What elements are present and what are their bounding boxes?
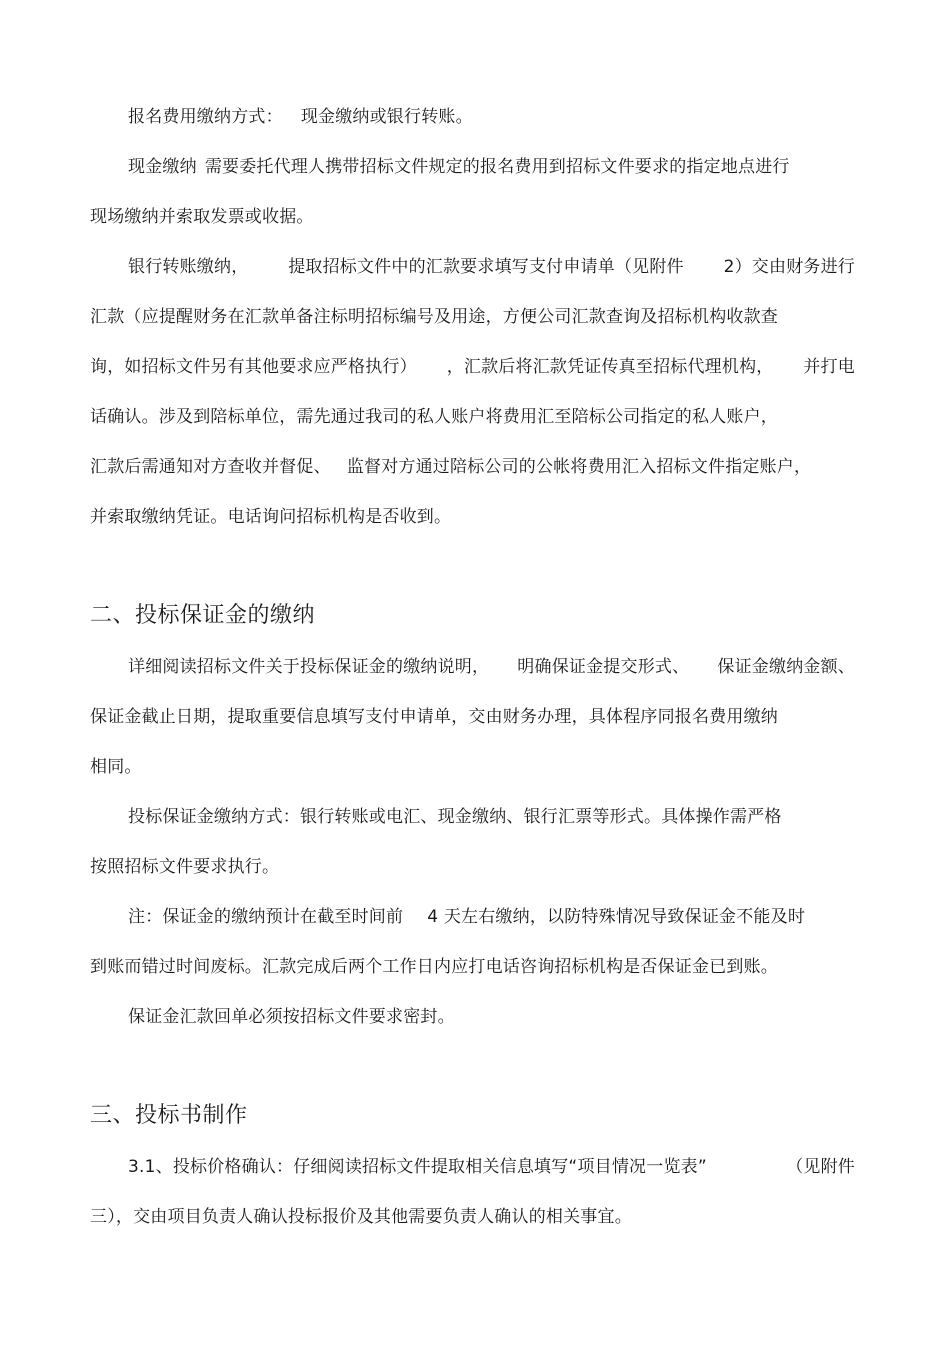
deposit-p3-line-1 [128, 906, 805, 928]
deposit-p1-c: 保证金缴纳金额、 [717, 657, 855, 677]
bank-text-a: 提取招标文件中的汇款要求填写支付申请单（见附件 [288, 257, 684, 277]
bank-paragraph-line-1 [128, 256, 855, 278]
bank-l5-b: 监督对方通过陪标公司的公帐将费用汇入招标文件指定账户， [346, 457, 812, 477]
cash-text: 需要委托代理人携带招标文件规定的报名费用到招标文件要求的指定地点进行 [204, 157, 790, 177]
deposit-heading: 二、投标保证金的缴纳 [90, 603, 316, 628]
cash-paragraph-line-2: 现场缴纳并索取发票或收据。 [90, 207, 314, 227]
bank-paragraph-line-4: 话确认。涉及到陪标单位，需先通过我司的私人账户将费用汇至陪标公司指定的私人账户， [90, 407, 778, 427]
bidbook-p1-a: 3.1、投标价格确认：仔细阅读招标文件提取相关信息填写“项目情况一览表” [128, 1157, 707, 1177]
bank-l3-b: ，汇款后将汇款凭证传真至招标代理机构， [446, 357, 774, 377]
deposit-p3-line-2: 到账而错过时间废标。汇款完成后两个工作日内应打电话咨询招标机构是否保证金已到账。 [90, 957, 778, 977]
bank-l3-a: 询，如招标文件另有其他要求应严格执行） [90, 357, 417, 377]
deposit-p3-a: 注：保证金的缴纳预计在截至时间前 [128, 907, 404, 927]
deposit-p2-line-2: 按照招标文件要求执行。 [90, 857, 280, 877]
bidbook-p1-line-2: 三），交由项目负责人确认投标报价及其他需要负责人确认的相关事宜。 [90, 1207, 632, 1227]
deposit-p4: 保证金汇款回单必须按招标文件要求密封。 [128, 1007, 455, 1027]
bank-paragraph-line-3 [90, 356, 855, 378]
cash-label: 现金缴纳 [128, 157, 197, 177]
fee-method-line [128, 106, 473, 128]
bidbook-p1-b: （见附件 [786, 1157, 855, 1177]
deposit-p2-line-1: 投标保证金缴纳方式：银行转账或电汇、现金缴纳、银行汇票等形式。具体操作需严格 [128, 807, 782, 827]
bank-paragraph-line-5 [90, 456, 811, 478]
fee-method-label: 报名费用缴纳方式： [128, 107, 283, 127]
bank-l5-a: 汇款后需通知对方查收并督促、 [90, 457, 331, 477]
bidbook-p1-line-1 [128, 1156, 855, 1178]
bank-paragraph-line-6: 并索取缴纳凭证。电话询问招标机构是否收到。 [90, 507, 452, 527]
bidbook-heading: 三、投标书制作 [90, 1103, 248, 1128]
bank-text-b: 2）交由财务进行 [723, 257, 855, 277]
fee-method-value: 现金缴纳或银行转账。 [300, 107, 473, 127]
deposit-p3-b: 4 天左右缴纳，以防特殊情况导致保证金不能及时 [427, 907, 806, 927]
bank-l3-c: 并打电 [803, 357, 855, 377]
bank-paragraph-line-2: 汇款（应提醒财务在汇款单备注标明招标编号及用途，方便公司汇款查询及招标机构收款查 [90, 307, 778, 327]
deposit-p1-line-1 [128, 656, 855, 678]
bank-label: 银行转账缴纳， [128, 257, 249, 277]
deposit-p1-b: 明确保证金提交形式、 [517, 657, 690, 677]
deposit-p1-a: 详细阅读招标文件关于投标保证金的缴纳说明， [128, 657, 490, 677]
deposit-p1-line-2: 保证金截止日期，提取重要信息填写支付申请单，交由财务办理，具体程序同报名费用缴纳 [90, 707, 778, 727]
cash-paragraph-line-1 [128, 156, 790, 178]
deposit-p1-line-3: 相同。 [90, 757, 142, 777]
